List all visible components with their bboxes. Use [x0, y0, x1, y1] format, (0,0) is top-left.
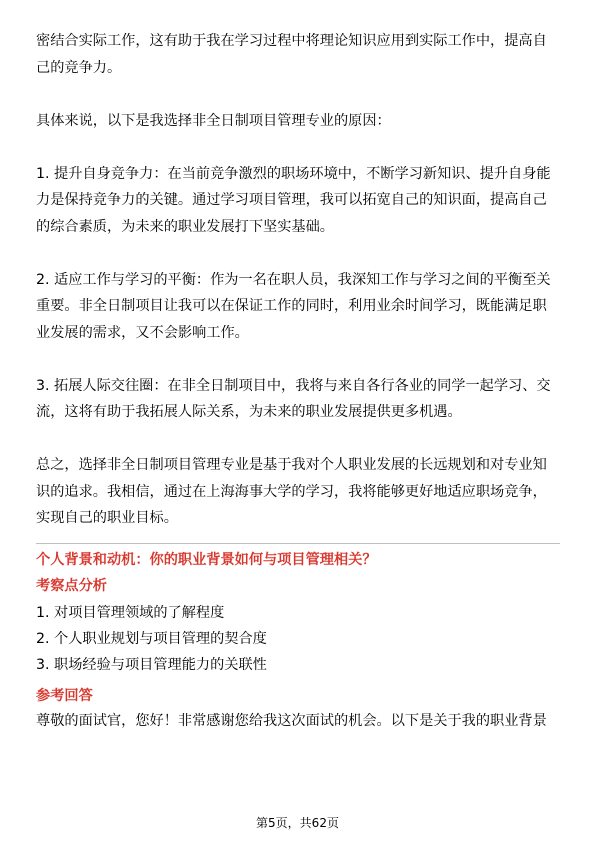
- paragraph-gap: [36, 426, 560, 453]
- conclusion-paragraph: [36, 452, 560, 532]
- reason-line: 力是保持竞争力的关键。通过学习项目管理，我可以拓宽自己的知识面，提高自己: [36, 192, 547, 208]
- conclusion-line: 识的追求。我相信，通过在上海海事大学的学习，我将能够更好地适应职场竞争，: [36, 483, 547, 500]
- intro-line: 密结合实际工作，这有助于我在学习过程中将理论知识应用到实际工作中，提高自: [36, 33, 547, 49]
- paragraph-gap: [36, 240, 560, 267]
- analysis-list: [36, 600, 560, 678]
- paragraph-gap: [36, 346, 560, 373]
- paragraph-gap: [36, 134, 560, 161]
- reason-paragraph-3: [36, 373, 560, 426]
- list-item: 2. 个人职业规划与项目管理的契合度: [36, 630, 267, 647]
- reason-line: 重要。非全日制项目让我可以在保证工作的同时，利用业余时间学习，既能满足职: [36, 298, 547, 314]
- analysis-heading: 考察点分析: [36, 577, 107, 594]
- list-item: 1. 对项目管理领域的了解程度: [36, 604, 225, 621]
- reasons-intro-line: 具体来说，以下是我选择非全日制项目管理专业的原因：: [36, 112, 391, 129]
- conclusion-line: 实现自己的职业目标。: [36, 510, 178, 526]
- reason-line: 流，这将有助于我拓展人际关系，为未来的职业发展提供更多机遇。: [36, 404, 462, 420]
- paragraph-gap: [36, 81, 560, 108]
- section-divider: [36, 543, 560, 544]
- reason-line: 3. 拓展人际交往圈：在非全日制项目中，我将与来自各行各业的同学一起学习、交: [36, 377, 551, 394]
- conclusion-line: 总之，选择非全日制项目管理专业是基于我对个人职业发展的长远规划和对专业知: [36, 457, 547, 473]
- reason-line: 2. 适应工作与学习的平衡：作为一名在职人员，我深知工作与学习之间的平衡至关: [36, 271, 551, 288]
- reason-line: 1. 提升自身竞争力：在当前竞争激烈的职场环境中，不断学习新知识、提升自身能: [36, 165, 551, 182]
- intro-line: 己的竞争力。: [36, 59, 122, 76]
- question-title: 个人背景和动机：你的职业背景如何与项目管理相关？: [36, 551, 377, 568]
- page-content: [36, 28, 560, 733]
- reason-line: 业发展的需求，又不会影响工作。: [36, 324, 249, 341]
- list-item: 3. 职场经验与项目管理能力的关联性: [36, 656, 267, 673]
- intro-paragraph: [36, 28, 560, 81]
- reasons-intro: [36, 108, 560, 135]
- reason-line: 的综合素质，为未来的职业发展打下坚实基础。: [36, 218, 334, 235]
- page-indicator: 第5页，共62页: [256, 816, 339, 830]
- reason-paragraph-2: [36, 267, 560, 347]
- reason-paragraph-1: [36, 161, 560, 241]
- answer-heading: 参考回答: [36, 687, 93, 704]
- answer-text: 尊敬的面试官，您好！非常感谢您给我这次面试的机会。以下是关于我的职业背景: [36, 712, 547, 729]
